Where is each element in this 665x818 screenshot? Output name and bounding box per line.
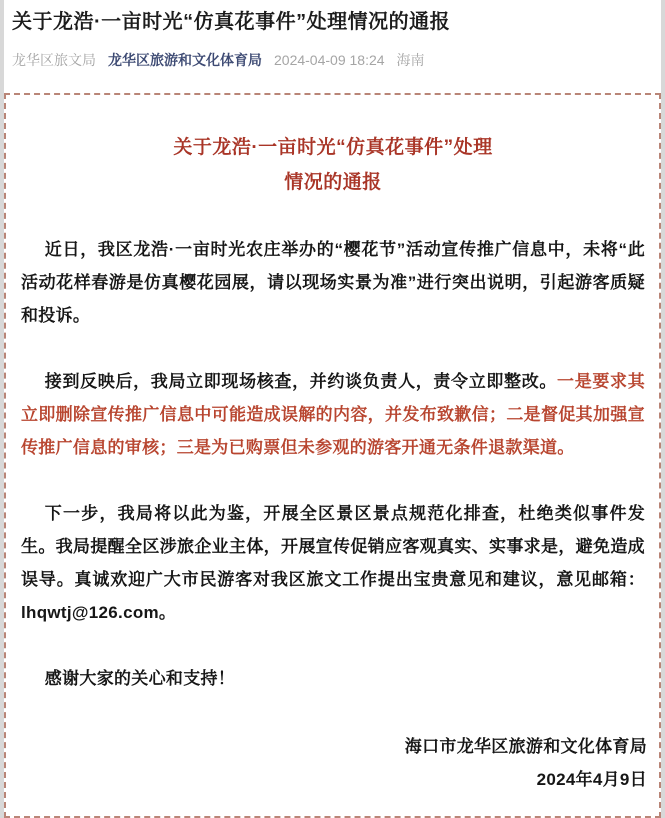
notice-title bbox=[19, 130, 647, 200]
notice-title-line1: 关于龙浩·一亩时光“仿真花事件”处理 bbox=[173, 137, 493, 158]
notice-paragraph-1: 近日，我区龙浩·一亩时光农庄举办的“樱花节”活动宣传推广信息中，未将“此活动花样春游是仿真樱花园展，请以现场实景为准”进行突出说明，引起游客质疑和投诉。 bbox=[21, 240, 645, 325]
notice-paragraph-2-emphasis: 一是要求其立即删除宣传推广信息中可能造成误解的内容，并发布致歉信；二是督促其加强宣传推广信息的审核；三是为已购票但未参观的游客开通无条件退款渠道。 bbox=[21, 372, 646, 457]
signature-org: 海口市龙华区旅游和文化体育局 bbox=[404, 737, 647, 756]
article-header bbox=[4, 0, 661, 69]
signature-date: 2024年4月9日 bbox=[536, 770, 647, 789]
article-page bbox=[4, 0, 661, 818]
notice-paragraph-2 bbox=[21, 365, 645, 464]
page-title: 关于龙浩·一亩时光“仿真花事件”处理情况的通报 bbox=[12, 11, 451, 33]
notice-title-line2: 情况的通报 bbox=[284, 172, 382, 193]
source-tag: 龙华区旅文局 bbox=[12, 52, 96, 68]
publish-location: 海南 bbox=[396, 52, 425, 68]
account-link[interactable]: 龙华区旅游和文化体育局 bbox=[108, 52, 262, 68]
notice-paragraph-4: 感谢大家的关心和支持！ bbox=[44, 669, 236, 688]
publish-timestamp: 2024-04-09 18:24 bbox=[274, 52, 385, 68]
notice-paragraph-3: 下一步，我局将以此为鉴，开展全区景区景点规范化排查，杜绝类似事件发生。我局提醒全区涉旅企业主体，开展宣传促销应客观真实、实事求是，避免造成误导。真诚欢迎广大市民游客对我区旅文工作提出宝贵意见和建议，意见邮箱：lhqwtj@126.com。 bbox=[21, 504, 645, 622]
notice-box bbox=[4, 93, 661, 818]
article-meta bbox=[12, 51, 653, 69]
notice-paragraph-2-lead: 接到反映后，我局立即现场核查，并约谈负责人，责令立即整改。 bbox=[44, 372, 558, 391]
